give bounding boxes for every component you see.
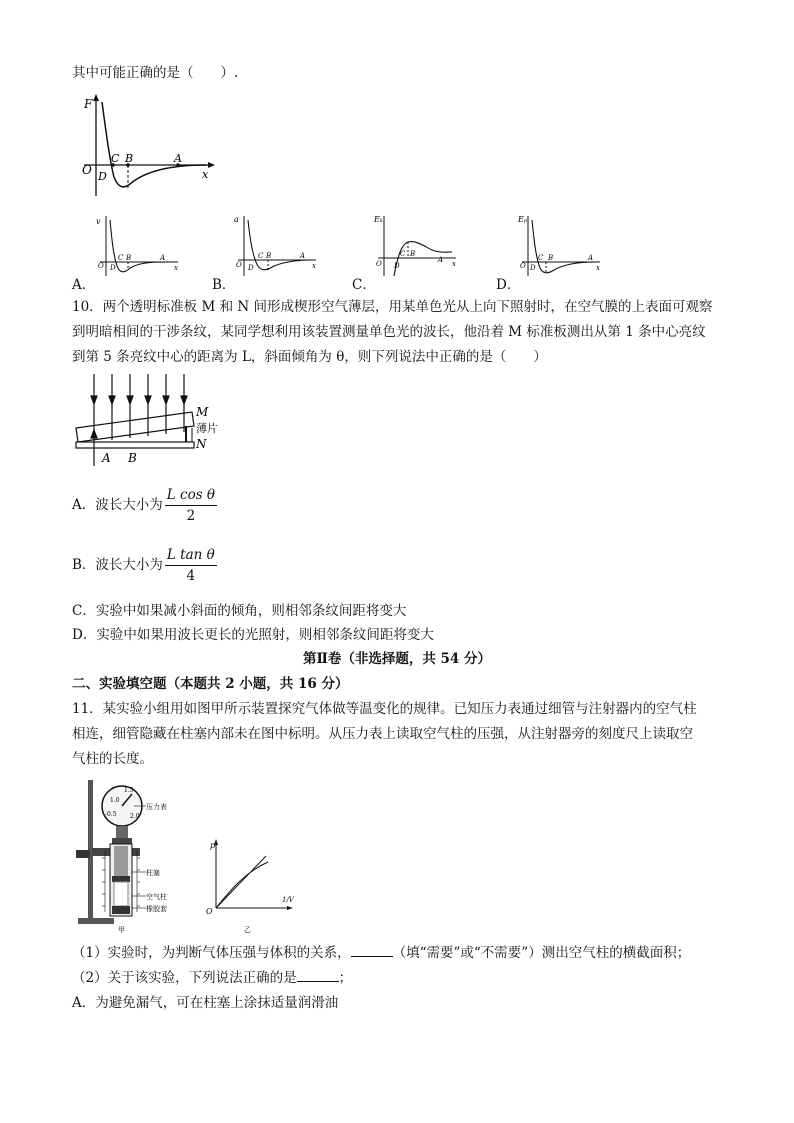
svg-text:O: O [236, 261, 242, 269]
fig-label-p: p [210, 841, 216, 850]
option-a-axis: v [96, 217, 101, 226]
q9-option-a-graph [94, 212, 184, 280]
q10-option-c[interactable]: C．实验中如果减小斜面的倾角，则相邻条纹间距将变大 [72, 603, 407, 619]
svg-text:A: A [300, 252, 306, 260]
q9-option-d-graph [516, 212, 606, 280]
fig-label-gauge: 压力表 [146, 803, 167, 811]
svg-text:-0.5: -0.5 [105, 811, 117, 818]
fig-label-C: C [111, 152, 120, 165]
option-d-axis: Eₚ [518, 215, 528, 224]
svg-text:x: x [596, 264, 600, 272]
option-b-axis: a [234, 215, 239, 224]
svg-text:C: C [538, 254, 544, 262]
svg-text:A: A [438, 256, 444, 264]
fig-label-aircol: 空气柱 [146, 893, 167, 901]
svg-text:O: O [376, 260, 382, 268]
q9-option-d-label: D． [496, 277, 521, 293]
svg-text:B: B [410, 250, 416, 258]
fig-label-thin: 薄片 [196, 422, 218, 435]
q10-option-d[interactable]: D．实验中如果用波长更长的光照射，则相邻条纹间距将变大 [72, 627, 434, 643]
q10-option-a-denominator: 2 [186, 508, 196, 524]
svg-text:O: O [520, 262, 526, 270]
svg-text:2.0: 2.0 [130, 813, 140, 820]
q11-sub1-prefix: （1）实验时，为判断气体压强与体积的关系， [72, 945, 351, 961]
q11-pv-graph [202, 836, 298, 936]
fig-label-x: x [202, 168, 209, 181]
fig-label-invV: 1/V [282, 896, 294, 904]
q10-line1: 10．两个透明标准板 M 和 N 间形成楔形空气薄层，用某单色光从上向下照射时，在空气膜的上表面可观察 [72, 299, 713, 315]
option-c-axis: Eₖ [374, 215, 383, 224]
q9-option-b-label: B． [212, 277, 236, 293]
svg-text:x: x [312, 262, 316, 270]
fig-label-A: A [102, 451, 111, 465]
q10-option-b-denominator: 4 [186, 568, 196, 584]
svg-text:D: D [248, 264, 254, 272]
svg-text:D: D [394, 262, 400, 270]
q11-sub2-end: ； [338, 970, 353, 986]
fig-label-B: B [128, 451, 137, 465]
fig-label-plunger: 柱塞 [146, 869, 160, 877]
fig-label-N: N [196, 437, 207, 451]
q9-option-c-label: C． [352, 277, 376, 293]
q11-line2: 相连，细管隐藏在柱塞内部未在图中标明。从压力表上读取空气柱的压强，从注射器旁的刻度尺上读取空 [72, 726, 693, 742]
q11-line1: 11．某实验小组用如图甲所示装置探究气体做等温变化的规律。已知压力表通过细管与注射器内的空气柱 [72, 701, 697, 717]
q11-option-a[interactable]: A．为避免漏气，可在柱塞上涂抹适量润滑油 [72, 995, 339, 1011]
fig-label-O: O [206, 907, 213, 916]
q10-option-b-fraction [165, 545, 217, 586]
q10-option-a[interactable] [72, 482, 217, 528]
q10-option-b-label: B．波长大小为 [72, 557, 163, 573]
svg-text:O: O [98, 262, 104, 270]
svg-text:B: B [126, 254, 132, 262]
q10-option-b-numerator: L tan θ [165, 545, 217, 566]
svg-text:B: B [266, 252, 272, 260]
q10-wedge-figure [74, 370, 224, 470]
q11-sub2-text: （2）关于该实验，下列说法正确的是 [72, 970, 297, 986]
q9-option-a-label: A． [72, 277, 96, 293]
q11-sub1-answer-blank[interactable] [351, 942, 393, 957]
q9-option-c-graph [372, 212, 462, 280]
q11-sub1-suffix: （填“需要”或“不需要”）测出空气柱的横截面积； [392, 945, 691, 961]
q11-apparatus-figure [74, 778, 184, 934]
svg-text:x: x [452, 260, 456, 268]
q11-sub2-answer-blank[interactable] [297, 967, 339, 982]
fig-label-yi: 乙 [244, 926, 251, 934]
svg-text:1.0: 1.0 [110, 797, 120, 804]
fig-label-O: O [82, 163, 92, 177]
q11-line3: 气柱的长度。 [72, 751, 153, 767]
q10-option-a-numerator: L cos θ [165, 485, 217, 506]
fig-label-M: M [196, 405, 209, 419]
svg-text:B: B [548, 254, 554, 262]
svg-text:C: C [118, 254, 124, 262]
svg-text:C: C [400, 250, 406, 258]
q11-sub2 [72, 967, 352, 989]
fig-label-rubber: 橡胶套 [146, 905, 167, 913]
q10-option-a-fraction [165, 485, 217, 526]
svg-text:D: D [110, 264, 116, 272]
section2-title: 二、实验填空题（本题共 2 小题，共 16 分） [72, 676, 349, 692]
svg-text:1.5: 1.5 [124, 787, 134, 794]
part2-title: 第Ⅱ卷（非选择题，共 54 分） [302, 651, 492, 667]
q10-line2: 到明暗相间的干涉条纹，某同学想利用该装置测量单色光的波长，他沿着 M 标准板测出从第 1 条中心亮纹 [72, 324, 706, 340]
fig-label-B: B [125, 152, 134, 165]
q10-option-a-label: A．波长大小为 [72, 497, 163, 513]
q9-tail: 其中可能正确的是（ ）. [72, 65, 239, 81]
q10-line3: 到第 5 条亮纹中心的距离为 L，斜面倾角为 θ，则下列说法中正确的是（ ） [72, 349, 547, 365]
svg-text:D: D [530, 264, 536, 272]
fig-label-D: D [98, 170, 107, 183]
q9-main-graph [74, 92, 219, 202]
fig-label-A: A [174, 152, 182, 165]
svg-text:x: x [174, 264, 178, 272]
q10-option-b[interactable] [72, 542, 217, 588]
q9-option-b-graph [232, 212, 322, 280]
svg-text:C: C [258, 252, 264, 260]
svg-text:A: A [588, 254, 594, 262]
q11-sub1 [72, 942, 690, 964]
svg-text:A: A [160, 254, 166, 262]
fig-label-jia: 甲 [118, 926, 125, 934]
fig-label-F: F [84, 97, 93, 111]
